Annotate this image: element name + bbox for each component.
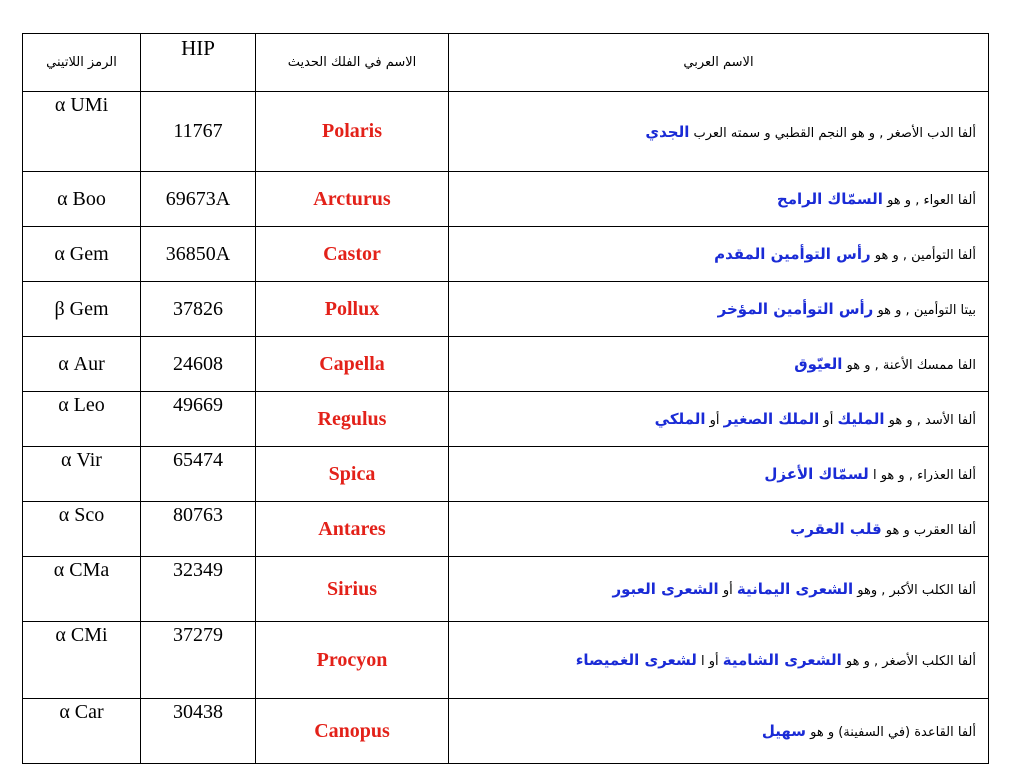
cell-modern-name: Arcturus (256, 172, 449, 227)
arabic-description-text: أو (705, 413, 724, 428)
table-row (23, 447, 989, 502)
cell-arabic-name (449, 282, 989, 337)
table-row (23, 557, 989, 622)
table-row (23, 622, 989, 699)
arabic-description-text: بيتا التوأمين , و هو (873, 303, 976, 318)
arabic-description (645, 122, 976, 141)
cell-hip-number: 49669 (141, 392, 256, 447)
header-modern-name: الاسم في الفلك الحديث (256, 34, 449, 92)
table-row (23, 337, 989, 392)
cell-modern-name: Canopus (256, 699, 449, 764)
table-body (23, 92, 989, 764)
cell-latin-symbol: α Gem (23, 227, 141, 282)
arabic-traditional-name: السمّاك الرامح (776, 190, 883, 208)
arabic-traditional-name: الجدي (645, 122, 690, 141)
cell-latin-symbol: α CMi (23, 622, 141, 699)
arabic-description (612, 580, 976, 598)
cell-arabic-name (449, 622, 989, 699)
arabic-description-text: ألفا العواء , و هو (882, 193, 976, 208)
arabic-description-text: الفا ممسك الأعنة , و هو (842, 358, 976, 373)
cell-hip-number: 30438 (141, 699, 256, 764)
header-latin-symbol: الرمز اللاتيني (23, 34, 141, 92)
arabic-traditional-name: الملك الصغير (723, 410, 820, 428)
arabic-description-text: أو (718, 583, 737, 598)
cell-latin-symbol: α Sco (23, 502, 141, 557)
cell-modern-name: Antares (256, 502, 449, 557)
arabic-description (790, 520, 976, 538)
cell-hip-number: 36850A (141, 227, 256, 282)
table-row (23, 699, 989, 764)
table-row (23, 392, 989, 447)
arabic-description-text: أو ا (696, 654, 723, 669)
cell-hip-number: 37826 (141, 282, 256, 337)
cell-arabic-name (449, 392, 989, 447)
arabic-description (714, 245, 976, 263)
arabic-traditional-name: سهيل (761, 722, 806, 740)
header-arabic-name: الاسم العربي (449, 34, 989, 92)
arabic-description-text: ألفا الكلب الأصغر , و هو (841, 654, 976, 669)
cell-hip-number: 37279 (141, 622, 256, 699)
cell-latin-symbol: α Aur (23, 337, 141, 392)
table-row (23, 92, 989, 172)
arabic-traditional-name: العيّوق (794, 355, 843, 373)
cell-latin-symbol: α Vir (23, 447, 141, 502)
arabic-traditional-name: رأس التوأمين المؤخر (717, 300, 874, 318)
cell-arabic-name (449, 502, 989, 557)
table-row (23, 227, 989, 282)
header-row (23, 34, 989, 92)
arabic-description-text: ألفا الكلب الأكبر , وهو (853, 583, 976, 598)
cell-arabic-name (449, 699, 989, 764)
cell-latin-symbol: α CMa (23, 557, 141, 622)
arabic-traditional-name: رأس التوأمين المقدم (714, 245, 871, 263)
arabic-traditional-name: قلب العقرب (790, 520, 882, 538)
arabic-description-text: أو (819, 413, 838, 428)
arabic-description-text: ألفا العذراء , و هو ا (868, 468, 976, 483)
star-names-table (22, 33, 989, 764)
arabic-traditional-name: لسمّاك الأعزل (764, 465, 869, 483)
arabic-description (717, 300, 976, 318)
arabic-traditional-name: الشعرى العبور (612, 580, 719, 598)
cell-arabic-name (449, 447, 989, 502)
arabic-description-text: ألفا الدب الأصغر , و هو النجم القطبي و سمته العرب (689, 125, 976, 141)
cell-hip-number: 24608 (141, 337, 256, 392)
arabic-description (575, 651, 976, 669)
header-hip: HIP (141, 34, 256, 92)
arabic-description-text: ألفا العقرب و هو (881, 523, 976, 538)
cell-hip-number: 65474 (141, 447, 256, 502)
cell-arabic-name (449, 337, 989, 392)
arabic-description (794, 355, 976, 373)
arabic-description (761, 722, 976, 740)
cell-modern-name: Castor (256, 227, 449, 282)
cell-latin-symbol: β Gem (23, 282, 141, 337)
table-row (23, 502, 989, 557)
cell-modern-name: Polaris (256, 92, 449, 172)
cell-hip-number: 80763 (141, 502, 256, 557)
cell-latin-symbol: α Car (23, 699, 141, 764)
cell-modern-name: Capella (256, 337, 449, 392)
arabic-description (776, 190, 976, 208)
cell-modern-name: Procyon (256, 622, 449, 699)
arabic-description (654, 410, 976, 428)
table-row (23, 172, 989, 227)
cell-arabic-name (449, 227, 989, 282)
cell-latin-symbol: α UMi (23, 92, 141, 172)
arabic-traditional-name: المليك (837, 410, 885, 428)
cell-hip-number: 32349 (141, 557, 256, 622)
arabic-traditional-name: لشعرى الغميصاء (575, 651, 697, 669)
cell-arabic-name (449, 92, 989, 172)
cell-modern-name: Regulus (256, 392, 449, 447)
arabic-traditional-name: الشعرى اليمانية (736, 580, 854, 598)
arabic-description (764, 465, 976, 483)
cell-arabic-name (449, 557, 989, 622)
cell-latin-symbol: α Boo (23, 172, 141, 227)
cell-latin-symbol: α Leo (23, 392, 141, 447)
cell-hip-number: 11767 (141, 92, 256, 172)
cell-arabic-name (449, 172, 989, 227)
table-row (23, 282, 989, 337)
cell-modern-name: Sirius (256, 557, 449, 622)
arabic-traditional-name: الشعرى الشامية (722, 651, 842, 669)
cell-hip-number: 69673A (141, 172, 256, 227)
arabic-description-text: ألفا الأسد , و هو (884, 413, 976, 428)
arabic-traditional-name: الملكي (654, 410, 706, 428)
cell-modern-name: Spica (256, 447, 449, 502)
arabic-description-text: ألفا التوأمين , و هو (870, 248, 976, 263)
cell-modern-name: Pollux (256, 282, 449, 337)
arabic-description-text: ألفا القاعدة (في السفينة) و هو (805, 725, 976, 740)
